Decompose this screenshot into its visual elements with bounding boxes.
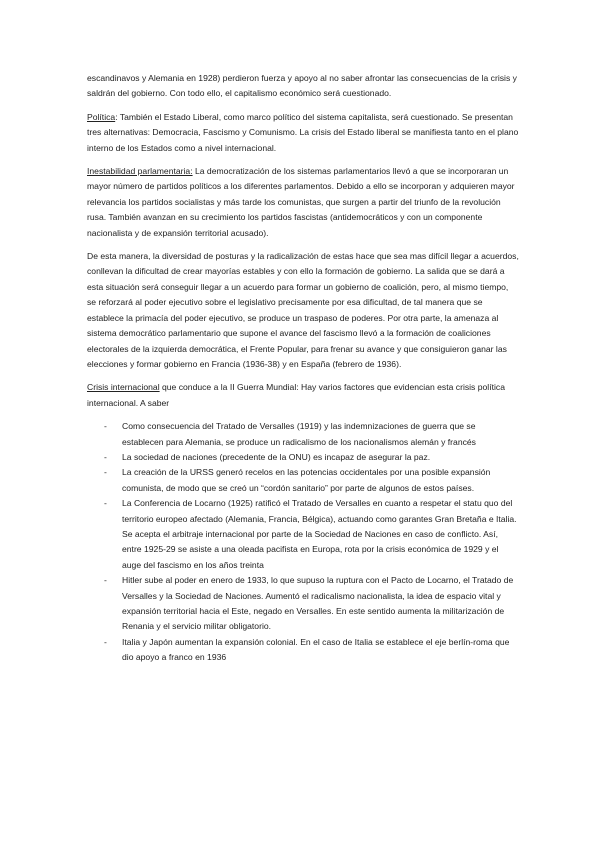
paragraph-text: escandinavos y Alemania en 1928) perdieron fuerza y apoyo al no saber afrontar las consecuencias de la crisis y saldrán del gobierno. Con todo ello, el capitalismo económico será cuestionado.	[87, 73, 517, 99]
section-heading-politica: Política	[87, 111, 116, 122]
list-item-text: Italia y Japón aumentan la expansión colonial. En el caso de Italia se establece el eje berlín-roma que dio apoyo a franco en 1936	[122, 636, 510, 663]
paragraph-text: La democratización de los sistemas parlamentarios llevó a que se incorporaran un mayor número de partidos políticos a los diferentes parlamentos. Debido a ello se incorporan y adquieren mayor relevancia los partidos socialistas y más tarde los comunistas, que surgen a partir del triunfo de la revolución rusa. También avanzan en su crecimiento los partidos fascistas (antidemocráticos y con un componente nacionalista y de expansión territorial acusado).	[87, 166, 515, 238]
list-item	[87, 635, 519, 666]
section-heading-crisis-internacional: Crisis internacional	[87, 382, 160, 393]
crisis-factors-list	[87, 419, 519, 666]
paragraph-inestabilidad-parlamentaria	[87, 164, 519, 241]
list-item	[87, 465, 519, 496]
paragraph-crisis-internacional	[87, 380, 519, 411]
dash-bullet: -	[104, 575, 107, 586]
paragraph-politica	[87, 110, 519, 156]
list-item	[87, 419, 519, 450]
paragraph-text: que conduce a la II Guerra Mundial: Hay varios factores que evidencian esta crisis política internacional. A saber	[87, 382, 505, 408]
paragraph-text: : También el Estado Liberal, como marco político del sistema capitalista, será cuestionado. Se presentan tres alternativas: Democracia, Fascismo y Comunismo. La crisis del Estado liberal se manifiesta tanto en el plano interno de los Estados como a nivel internacional.	[87, 111, 519, 153]
dash-bullet: -	[104, 498, 107, 509]
document-body	[87, 71, 519, 666]
list-item	[87, 450, 519, 465]
section-heading-inestabilidad: Inestabilidad parlamentaria:	[87, 166, 193, 177]
paragraph-economic-conclusion	[87, 71, 519, 102]
list-item	[87, 496, 519, 573]
list-item	[87, 573, 519, 635]
list-item-text: La sociedad de naciones (precedente de la ONU) es incapaz de asegurar la paz.	[122, 451, 431, 462]
list-item-text: Hitler sube al poder en enero de 1933, lo que supuso la ruptura con el Pacto de Locarno, el Tratado de Versalles y la Sociedad de Naciones. Aumentó el radicalismo nacionalista, la idea de espacio vital y expansión territorial hacia el Este, negado en Versalles. En este sentido aumenta la militarización de Renania y el servicio militar obligatorio.	[122, 575, 514, 632]
list-item-text: La Conferencia de Locarno (1925) ratificó el Tratado de Versalles en cuanto a respetar el statu quo del territorio europeo afectado (Alemania, Francia, Bélgica), actuando como garantes Gran Bretaña e Italia. Se acepta el arbitraje internacional por parte de la Sociedad de Naciones en caso de conflicto. Así, entre 1925-29 se asiste a una oleada pacifista en Europa, rota por la crisis económica de 1929 y el auge del fascismo en los años treinta	[122, 498, 517, 570]
dash-bullet: -	[104, 636, 107, 647]
dash-bullet: -	[104, 421, 107, 432]
list-item-text: La creación de la URSS generó recelos en las potencias occidentales por una posible expansión comunista, de modo que se creó un “cordón sanitario” por parte de algunos de estos países.	[122, 467, 491, 493]
list-item-text: Como consecuencia del Tratado de Versalles (1919) y las indemnizaciones de guerra que se establecen para Alemania, se produce un radicalismo de los nacionalismos alemán y francés	[122, 421, 476, 447]
paragraph-text: De esta manera, la diversidad de posturas y la radicalización de estas hace que sea mas difícil llegar a acuerdos, conllevan la dificultad de crear mayorías estables y con ello la formación de gobierno. La salida que se dará a esta situación será conseguir llegar a un acuerdo para formar un gobierno de coalición, pero, al mismo tiempo, se reforzará al poder ejecutivo sobre el legislativo precisamente por esa dificultad, de tal manera que se establece la primacía del poder ejecutivo, se produce un traspaso de poderes. Por otra parte, la amenaza al sistema democrático parlamentario que supone el avance del fascismo llevó a la formación de coaliciones electorales de la izquierda democrática, el Frente Popular, para frenar su avance y que consiguieron ganar las elecciones y formar gobierno en Francia (1936-38) y en España (febrero de 1936).	[87, 251, 519, 369]
dash-bullet: -	[104, 451, 107, 462]
dash-bullet: -	[104, 467, 107, 478]
paragraph-diversidad-posturas	[87, 249, 519, 372]
